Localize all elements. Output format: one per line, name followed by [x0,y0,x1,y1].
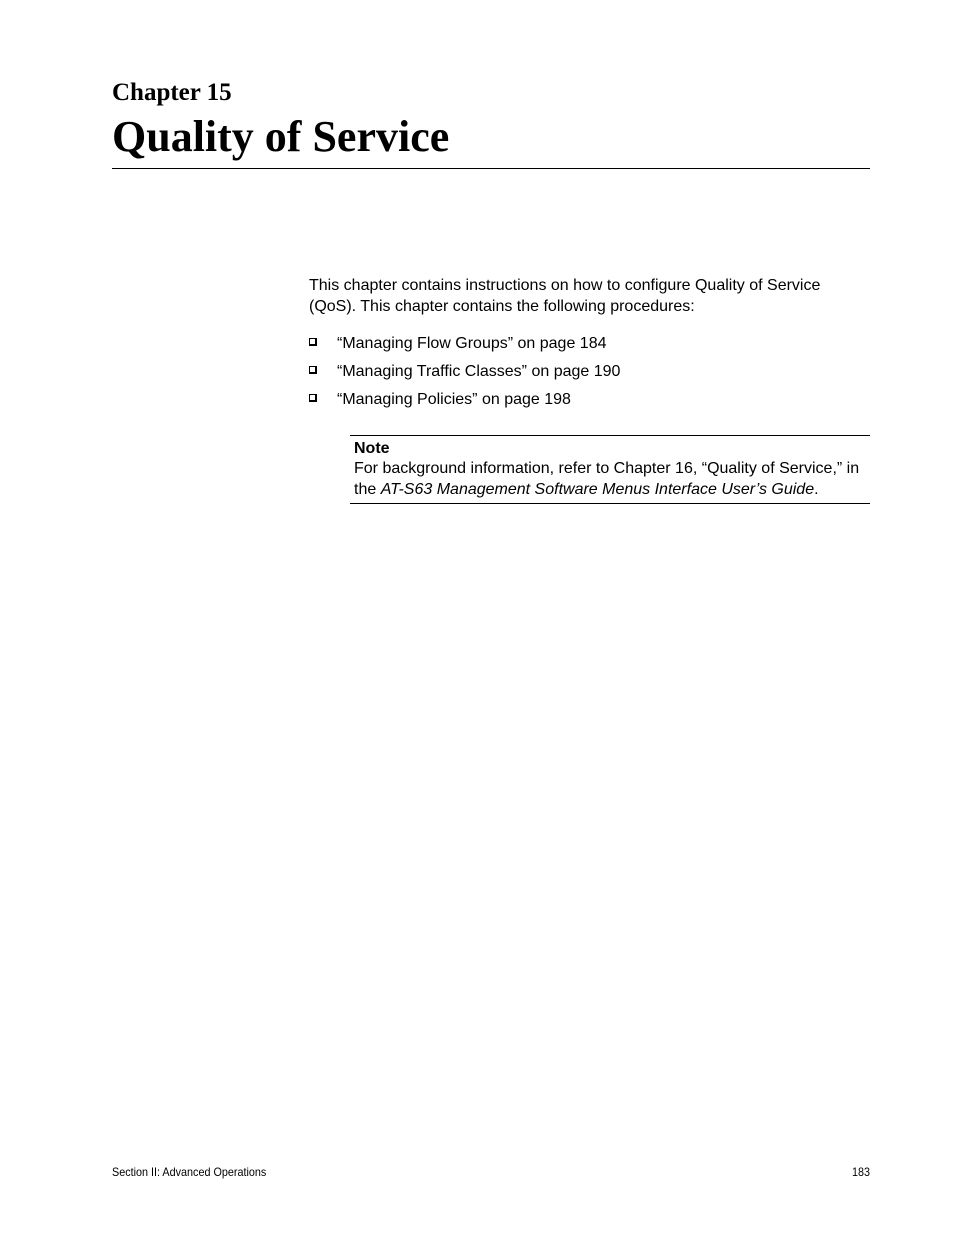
checkbox-bullet-icon [309,338,317,346]
list-item [309,389,869,417]
procedure-link-traffic-classes[interactable]: “Managing Traffic Classes” on page 190 [337,363,621,380]
footer-page-number: 183 [851,1165,870,1179]
procedure-link-policies[interactable]: “Managing Policies” on page 198 [337,391,571,408]
title-divider [112,168,870,169]
procedure-link-flow-groups[interactable]: “Managing Flow Groups” on page 184 [337,335,607,352]
footer-section-name: Section II: Advanced Operations [112,1165,267,1179]
list-item [309,361,869,389]
intro-paragraph: This chapter contains instructions on how to configure Quality of Service (QoS). This chapter contains the following procedures: [309,277,821,315]
list-item [309,333,869,361]
note-body-text: For background information, refer to Chapter 16, “Quality of Service,” in the [354,460,860,498]
chapter-label: Chapter 15 [112,79,232,106]
chapter-title: Quality of Service [112,112,450,161]
note-body [354,459,870,500]
checkbox-bullet-icon [309,366,317,374]
note-box [350,435,870,504]
procedure-list [309,333,869,417]
note-body-end: . [814,480,819,498]
note-title: Note [354,440,390,457]
note-guide-title: AT-S63 Management Software Menus Interface User’s Guide [380,480,815,498]
checkbox-bullet-icon [309,394,317,402]
